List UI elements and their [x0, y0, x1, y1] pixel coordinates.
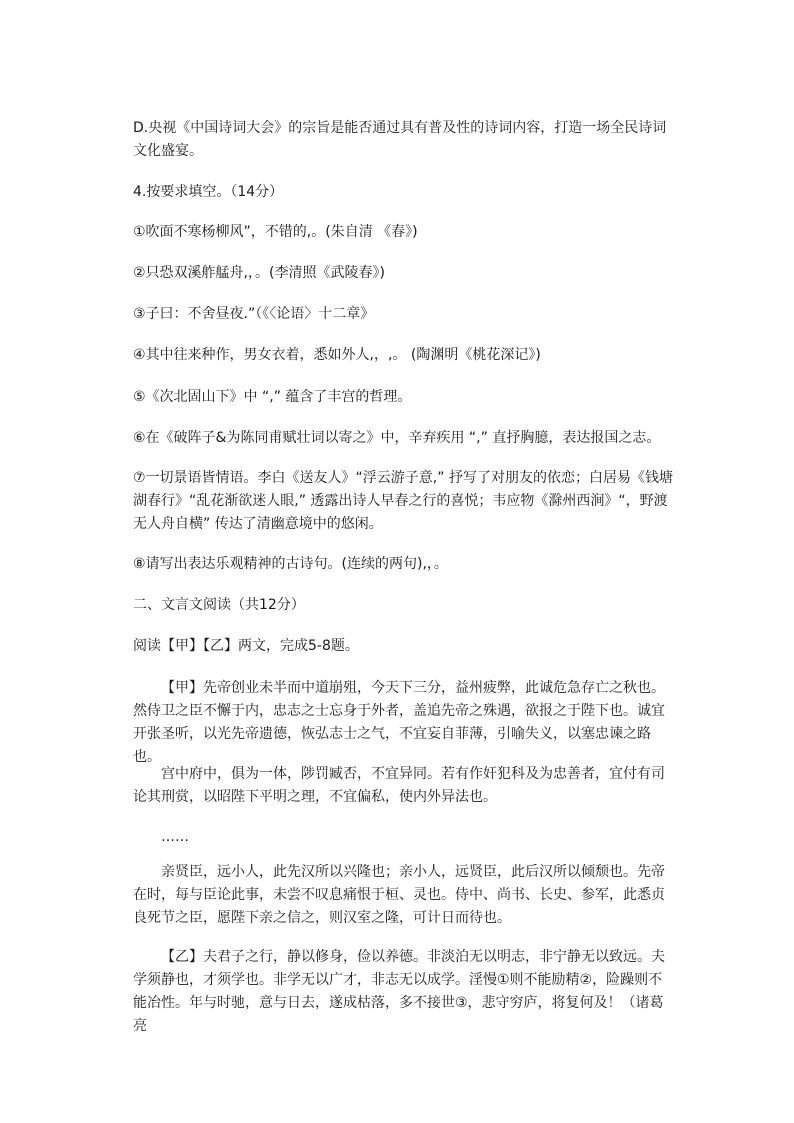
fill-item-2: ②只恐双溪舴艋舟,，。(李清照《武陵春》) [133, 265, 385, 281]
fill-item-8: ⑧请写出表达乐观精神的古诗句。(连续的两句),，。 [133, 556, 448, 572]
fill-item-1: ①吹面不寒杨柳风”，不错的,。(朱自清 《春》) [133, 224, 418, 240]
fill-item-7: ⑦一切景语皆情语。李白《送友人》“浮云游子意,” 抒写了对朋友的依恋；白居易《钱塘湖春行》“乱花渐欲迷人眼,” 透露出诗人早春之行的喜悦；韦应物《滁州西涧》“，野渡无人舟自横” 传达了清幽意境中的悠闲。 [133, 470, 673, 532]
fill-item-4: ④其中往来种作，男女衣着，悉如外人,，,。 (陶渊明《桃花深记》) [133, 347, 541, 363]
fill-item-6: ⑥在《破阵子&为陈同甫赋壮词以寄之》中，辛弃疾用 “,” 直抒胸臆，表达报国之志。 [133, 430, 661, 446]
ellipsis: …… [161, 829, 189, 845]
option-d-paragraph: D.央视《中国诗词大会》的宗旨是能否通过具有普及性的诗词内容，打造一场全民诗词文化盛宴。 [133, 120, 667, 159]
question-4-heading: 4.按要求填空。（14分） [133, 184, 284, 200]
fill-item-3: ③子曰：不舍昼夜.”（《〈论语〉十二章》 [133, 306, 375, 322]
section-2-heading: 二、文言文阅读（共12分） [133, 597, 305, 613]
passage-jia-paragraph-1: 【甲】先帝创业未半而中道崩殂，今天下三分，益州疲弊，此诚危急存亡之秋也。然侍卫之臣不懈于内，忠志之士忘身于外者，盖追先帝之殊遇，欲报之于陛下也。诚宜开张圣听，以光先帝遗德，恢弘志士之气，不宜妄自菲薄，引喻失义，以塞忠谏之路也。 [133, 680, 665, 765]
fill-item-5: ⑤《次北固山下》中 “,” 蕴含了丰宫的哲理。 [133, 389, 412, 405]
passage-jia-paragraph-2: 宫中府中，俱为一体，陟罚臧否，不宜异同。若有作奸犯科及为忠善者，宜付有司论其刑赏，以昭陛下平明之理，不宜偏私，使内外异法也。 [133, 766, 665, 805]
passage-jia-paragraph-3: 亲贤臣，远小人，此先汉所以兴隆也；亲小人，远贤臣，此后汉所以倾颓也。先帝在时，每与臣论此事，未尝不叹息痛恨于桓、灵也。侍中、尚书、长史、参军，此悉贞良死节之臣，愿陛下亲之信之，则汉室之隆，可计日而待也。 [133, 864, 665, 926]
passage-yi-paragraph: 【乙】夫君子之行，静以修身，俭以养德。非淡泊无以明志，非宁静无以致远。夫学须静也，才须学也。非学无以广才，非志无以成学。淫慢①则不能励精②，险躁则不能冶性。年与时驰，意与日去，遂成枯落，多不接世③，悲守穷庐，将复何及！（诸葛亮 [133, 949, 665, 1034]
reading-instruction: 阅读【甲】【乙】两文，完成5-8题。 [133, 638, 359, 654]
